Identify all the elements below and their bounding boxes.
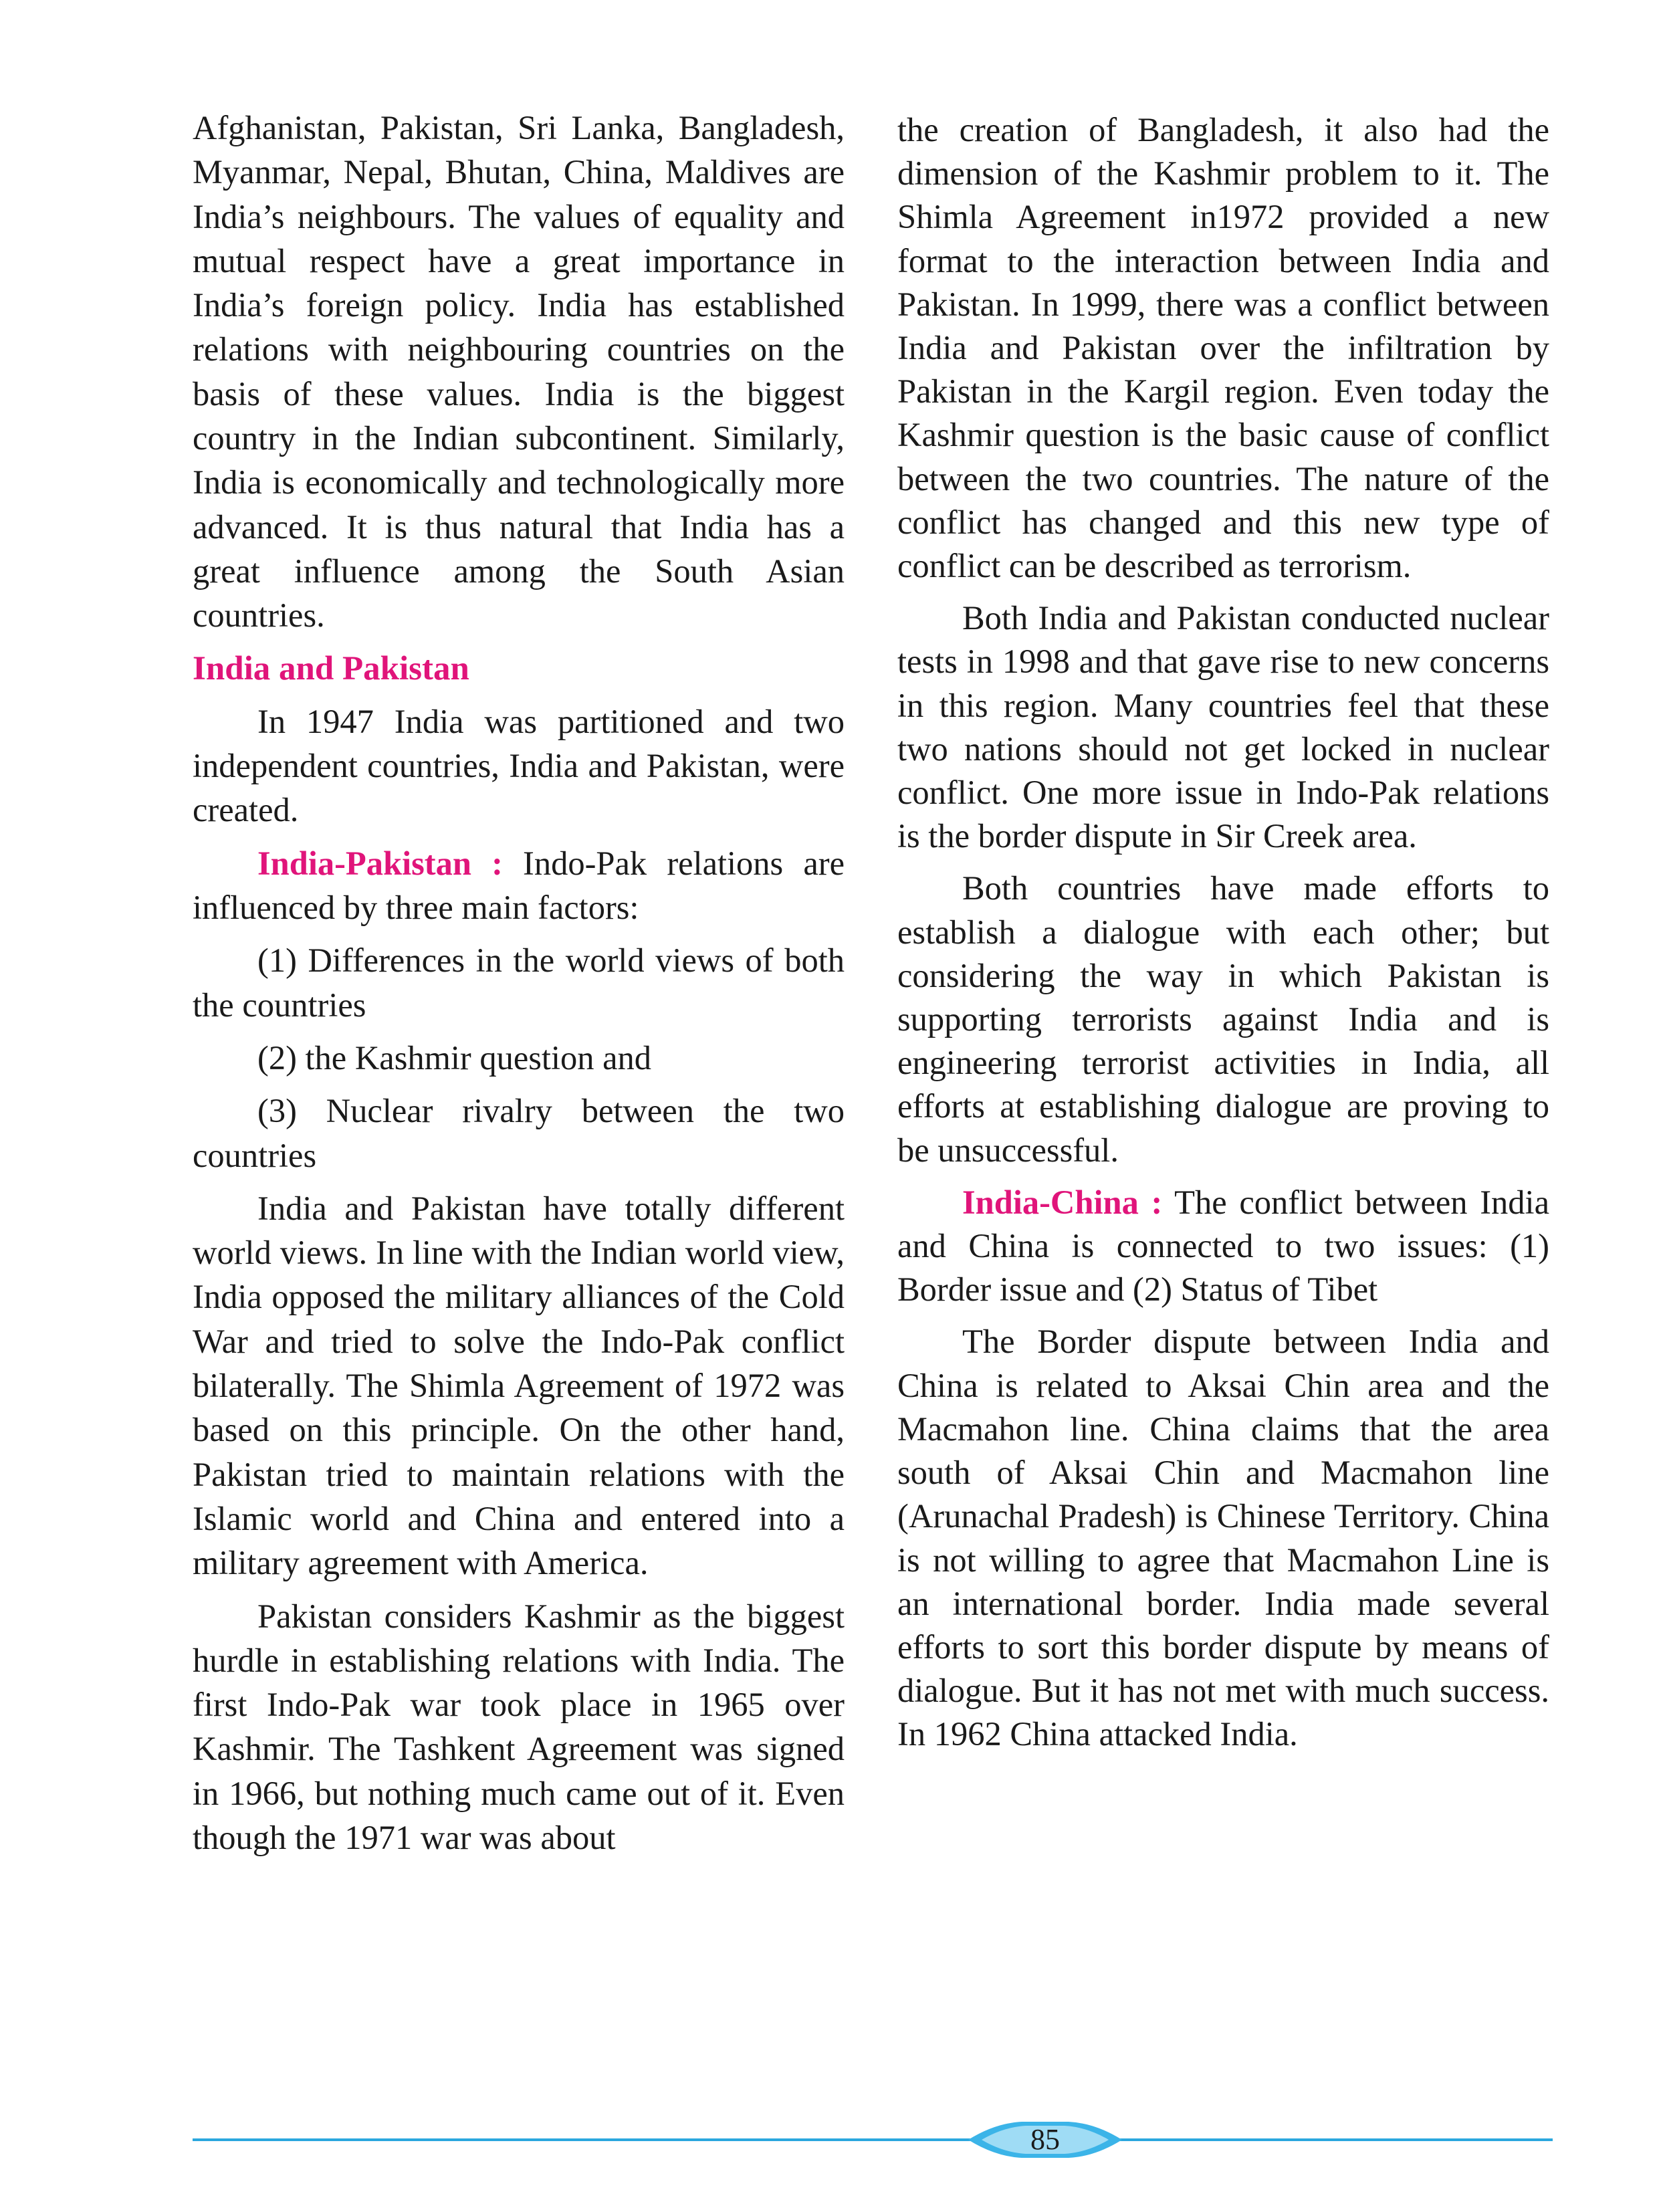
list-item-world-views: (1) Differences in the world views of both the countries — [193, 942, 845, 1024]
list-item-kashmir: (2) the Kashmir question and — [257, 1038, 652, 1077]
section-heading-india-pakistan: India and Pakistan — [193, 649, 469, 687]
paragraph-partition: In 1947 India was partitioned and two independent countries, India and Pakistan, were created. — [193, 702, 845, 829]
label-india-china: India-China : — [962, 1183, 1163, 1221]
list-item-nuclear: (3) Nuclear rivalry between the two countries — [193, 1092, 845, 1174]
footer-rule — [193, 2138, 1553, 2141]
left-column — [193, 106, 845, 1868]
page-number: 85 — [1030, 2123, 1060, 2156]
page-footer — [193, 2116, 1553, 2163]
paragraph-india-pakistan-factors — [193, 841, 845, 930]
paragraph-bangladesh-kashmir: the creation of Bangladesh, it also had the dimension of the Kashmir problem to it. The Shimla Agreement in1972 provided a new format to the interaction between India and Pakistan. In 1999, there was a conflict between India and Pakistan over the infiltration by Pakistan in the Kargil region. Even today the Kashmir question is the basic cause of conflict between the two countries. The nature of the conflict has changed and this new type of conflict can be described as terrorism. — [897, 111, 1549, 585]
paragraph-border-dispute: The Border dispute between India and China is related to Aksai Chin area and the Macmahon line. China claims that the area south of Aksai Chin and Macmahon line (Arunachal Pradesh) is Chinese Territory. China is not willing to agree that Macmahon Line is an international border. India made several efforts to sort this border dispute by means of dialogue. But it has not met with much success. In 1962 China attacked India. — [897, 1323, 1549, 1753]
paragraph-india-china — [897, 1181, 1549, 1312]
paragraph-world-views: India and Pakistan have totally different world views. In line with the Indian world view, India opposed the military alliances of the Cold War and tried to solve the Indo-Pak conflict bilaterally. The Shimla Agreement of 1972 was based on this principle. On the other hand, Pakistan tried to maintain relations with the Islamic world and China and entered into a military agreement with America. — [193, 1189, 845, 1582]
paragraph-neighbours: Afghanistan, Pakistan, Sri Lanka, Bangladesh, Myanmar, Nepal, Bhutan, China, Maldives are India’s neighbours. The values of equality and mutual respect have a great importance in India’s foreign policy. India has established relations with neighbouring countries on the basis of these values. India is the biggest country in the Indian subcontinent. Similarly, India is economically and technologically more advanced. It is thus natural that India has a great influence among the South Asian countries. — [193, 109, 845, 635]
right-column — [897, 108, 1549, 1765]
label-india-pakistan: India-Pakistan : — [257, 844, 503, 882]
india-china-text: The conflict between India and China is connected to two issues: (1) Border issue and (2) Status of Tibet — [897, 1183, 1549, 1309]
paragraph-nuclear-tests: Both India and Pakistan conducted nuclear tests in 1998 and that gave rise to new concerns in this region. Many countries feel that these two nations should not get locked in nuclear conflict. One more issue in Indo-Pak relations is the border dispute in Sir Creek area. — [897, 599, 1549, 855]
paragraph-kashmir-hurdle: Pakistan considers Kashmir as the biggest hurdle in establishing relations with India. The first Indo-Pak war took place in 1965 over Kashmir. The Tashkent Agreement was signed in 1966, but nothing much came out of it. Even though the 1971 war was about — [193, 1597, 845, 1856]
paragraph-dialogue: Both countries have made efforts to establish a dialogue with each other; but considering the way in which Pakistan is supporting terrorists against India and is engineering terrorist activities in India, all efforts at establishing dialogue are proving to be unsuccessful. — [897, 869, 1549, 1169]
factors-text: Indo-Pak relations are influenced by three main factors: — [193, 844, 845, 927]
